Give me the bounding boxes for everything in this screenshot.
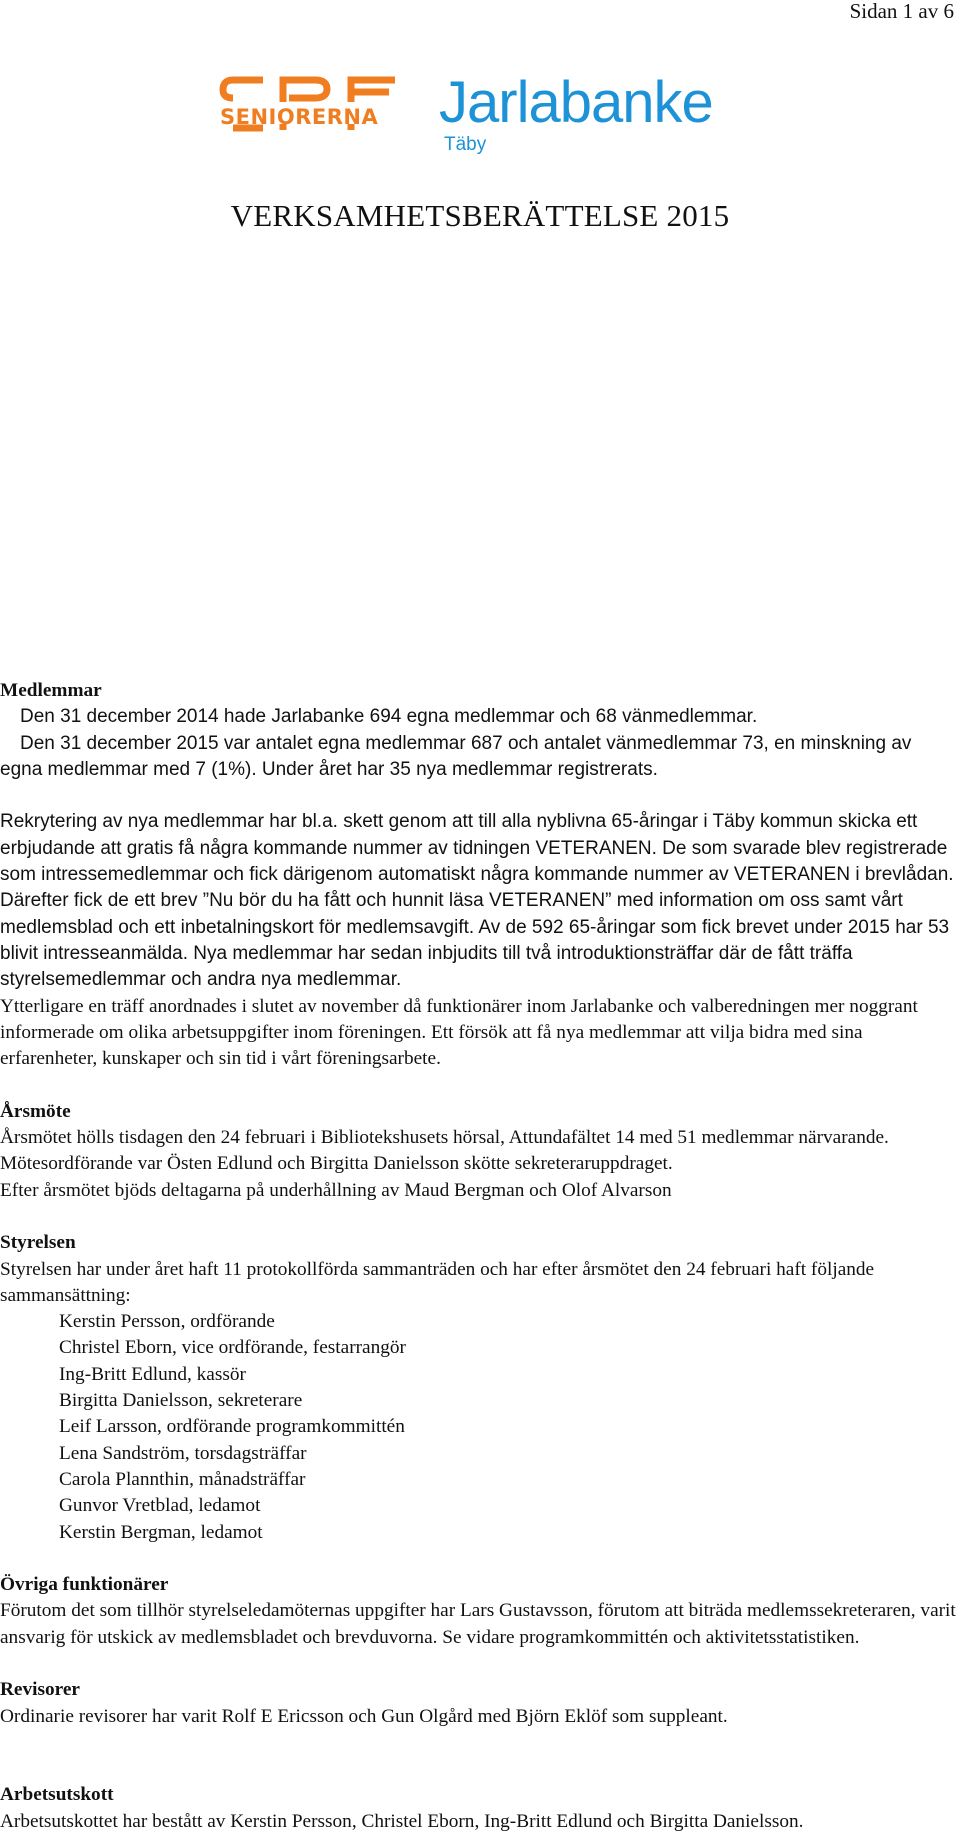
taby-wordmark: Täby <box>444 134 487 155</box>
seniorerna-wordmark: SENIORERNA <box>220 105 379 129</box>
paragraph: Den 31 december 2015 var antalet egna medlemmar 687 och antalet vänmedlemmar 73, en minskning av egna medlemmar med 7 (1%). Under året har 35 nya medlemmar registrerats. <box>0 732 912 780</box>
paragraph: Arbetsutskottet har bestått av Kerstin Persson, Christel Eborn, Ing-Britt Edlund och Birgitta Danielsson. <box>0 1810 804 1832</box>
paragraph: Den 31 december 2014 hade Jarlabanke 694 egna medlemmar och 68 vänmedlemmar. <box>20 706 758 728</box>
paragraph: Rekrytering av nya medlemmar har bl.a. skett genom att till alla nyblivna 65-åringar i Täby kommun skicka ett erbjudande att gratis få några kommande nummer av tidningen VETERANEN. De som svarade blev registrerade som intressemedlemmar och fick därigenom automatiskt några kommande nummer av VETERANEN i brevlådan. Därefter fick de ett brev ”Nu bör du ha fått och hunnit läsa VETERANEN” med information om oss samt vårt medlemsblad och ett inbetalningskort för medlemsavgift. Av de 592 65-åringar som fick brevet under 2015 har 53 blivit intresseanmälda. Nya medlemmar har sedan inbjudits till två introduktionsträffar där de fått träffa styrelsemedlemmar och andra nya medlemmar. <box>0 811 954 991</box>
list-item: Gunvor Vretblad, ledamot <box>59 1495 261 1517</box>
paragraph: Efter årsmötet bjöds deltagarna på underhållning av Maud Bergman och Olof Alvarson <box>0 1179 672 1201</box>
list-item: Christel Eborn, vice ordförande, festarrangör <box>59 1337 406 1359</box>
paragraph: Styrelsen har under året haft 11 protokollförda sammanträden och har efter årsmötet den 24 februari haft följande sammansättning: <box>0 1258 875 1306</box>
text-flow <box>0 678 958 1835</box>
section-heading-styrelsen: Styrelsen <box>0 1232 76 1254</box>
paragraph: Ytterligare en träff anordnades i slutet av november då funktionärer inom Jarlabanke och valberedningen mer noggrant informerade om olika arbetsuppgifter inom föreningen. Ett försök att få nya medlemmar att vilja bidra med sina erfarenheter, kunskaper och sin tid i vårt föreningsarbete. <box>0 995 918 1070</box>
section-heading-ovriga: Övriga funktionärer <box>0 1574 169 1596</box>
list-item: Lena Sandström, torsdagsträffar <box>59 1442 307 1464</box>
list-item: Leif Larsson, ordförande programkommittén <box>59 1416 405 1438</box>
document-title: VERKSAMHETSBERÄTTELSE 2015 <box>230 198 730 233</box>
list-item: Carola Plannthin, månadsträffar <box>59 1468 306 1490</box>
section-medlemmar <box>0 678 958 704</box>
paragraph: Förutom det som tillhör styrelseledamöternas uppgifter har Lars Gustavsson, förutom att biträda medlemssekreteraren, varit ansvarig för utskick av medlemsbladet och brevduvorna. Se vidare programkommittén och aktivitetsstatistiken. <box>0 1600 956 1648</box>
section-heading-revisorer: Revisorer <box>0 1679 80 1701</box>
board-member-list <box>0 1309 958 1546</box>
section-heading: Medlemmar <box>0 680 102 701</box>
paragraph: Ordinarie revisorer har varit Rolf E Ericsson och Gun Olgård med Björn Eklöf som suppleant. <box>0 1705 728 1727</box>
list-item: Birgitta Danielsson, sekreterare <box>59 1390 303 1412</box>
jarlabanke-wordmark: Jarlabanke <box>439 70 713 135</box>
list-item: Kerstin Bergman, ledamot <box>59 1521 263 1543</box>
logo <box>219 72 749 162</box>
document-body <box>0 678 958 704</box>
list-item: Kerstin Persson, ordförande <box>59 1311 275 1333</box>
section-heading-arsmote: Årsmöte <box>0 1100 71 1122</box>
section-heading-arbetsutskott: Arbetsutskott <box>0 1784 114 1806</box>
page-number: Sidan 1 av 6 <box>849 0 954 23</box>
list-item: Ing-Britt Edlund, kassör <box>59 1363 246 1385</box>
paragraph: Årsmötet hölls tisdagen den 24 februari i Bibliotekshusets hörsal, Attundafältet 14 med 51 medlemmar närvarande. Mötesordförande var Östen Edlund och Birgitta Danielsson skötte sekreteraruppdraget. <box>0 1127 889 1175</box>
